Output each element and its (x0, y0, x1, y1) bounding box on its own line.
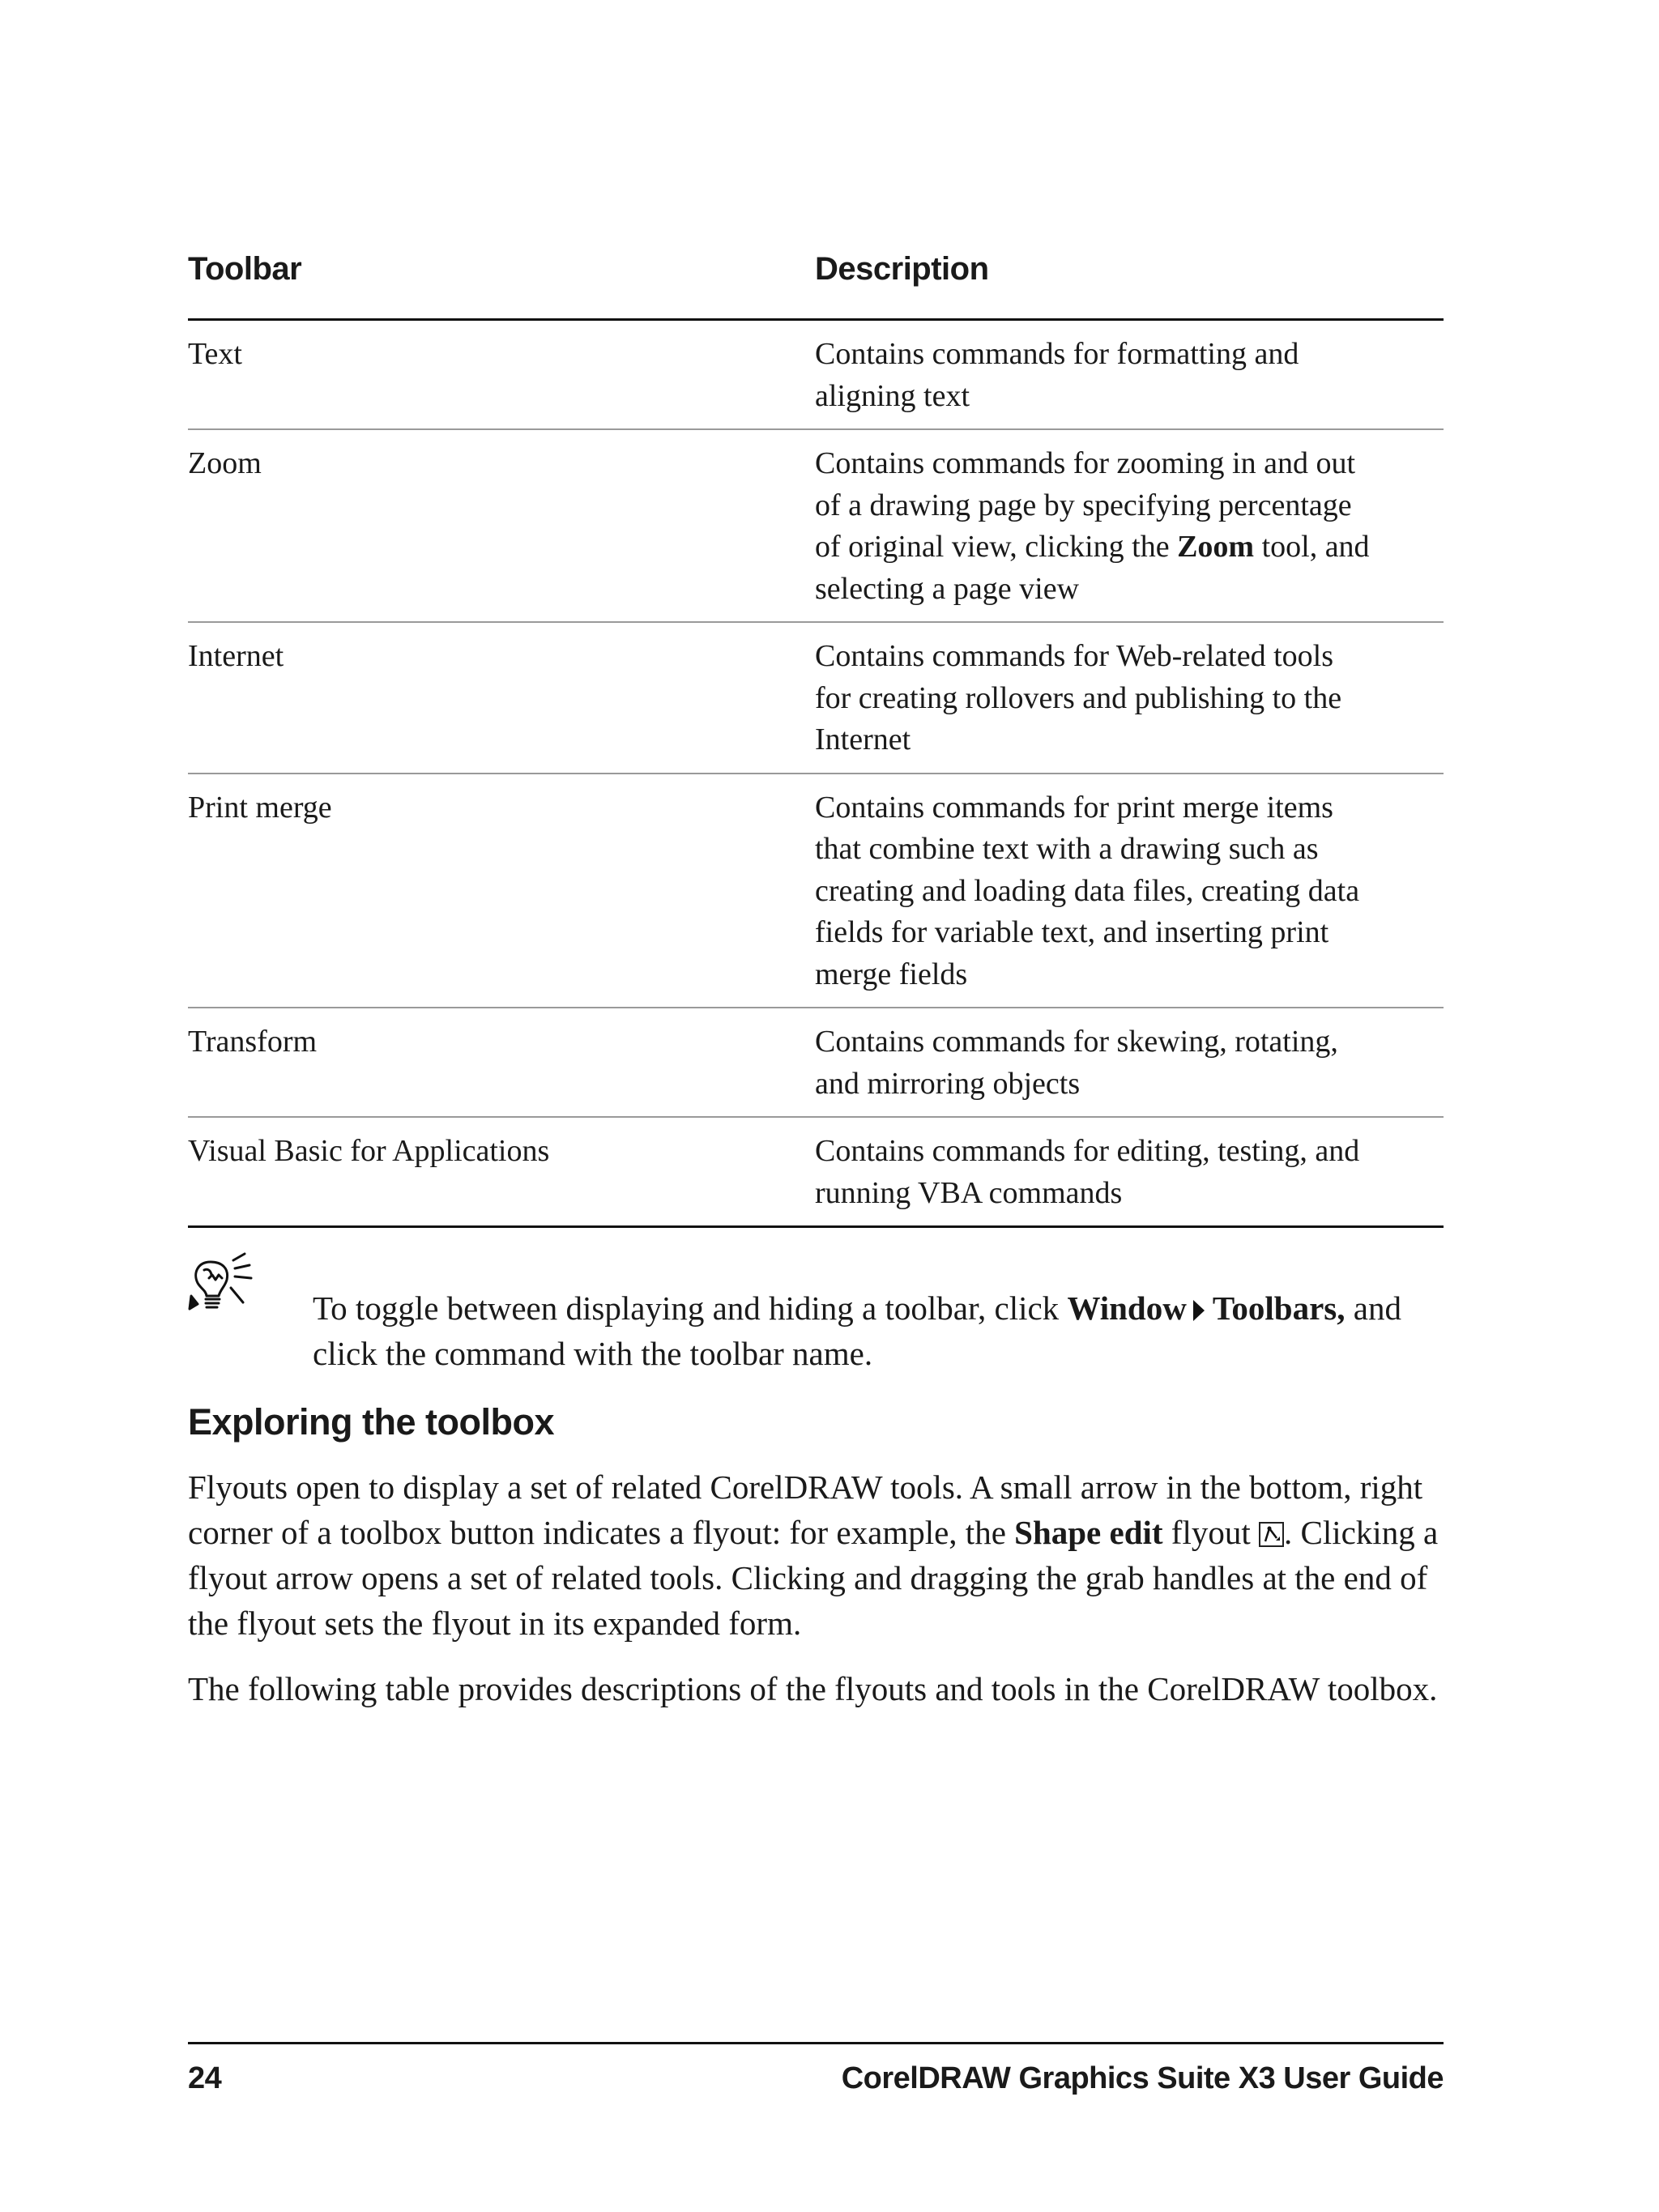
note-text-intro: To toggle between displaying and hiding a toolbar, click (313, 1289, 1068, 1327)
shape-edit-label: Shape edit (1014, 1514, 1163, 1551)
shape-edit-flyout-icon (1259, 1522, 1284, 1547)
description-text: tool, and (1254, 530, 1370, 564)
description-line: of a drawing page by specifying percentage (815, 488, 1352, 522)
toolbar-name: Internet (188, 639, 284, 673)
description-line: aligning text (815, 378, 970, 413)
toolbar-description (815, 443, 1444, 610)
description-line: for creating rollovers and publishing to the (815, 680, 1342, 715)
description-line: fields for variable text, and inserting print (815, 915, 1329, 949)
description-line (815, 526, 1444, 569)
page-number: 24 (188, 2061, 222, 2095)
book-title: CorelDRAW Graphics Suite X3 User Guide (841, 2061, 1444, 2095)
description-line: and mirroring objects (815, 1066, 1081, 1101)
table-row (188, 1118, 1444, 1228)
page-content (188, 251, 1444, 1711)
menu-arrow-icon (1193, 1300, 1205, 1321)
toolbar-table (188, 251, 1444, 1228)
table-row (188, 774, 1444, 1009)
description-line: Contains commands for formatting and (815, 337, 1299, 371)
toolbar-name: Zoom (188, 446, 262, 480)
paragraph-table-intro: The following table provides descriptions of the flyouts and tools in the CorelDRAW toolbox. (188, 1670, 1438, 1707)
note-text (313, 1285, 1455, 1376)
toolbar-name: Text (188, 337, 242, 371)
description-line: that combine text with a drawing such as (815, 832, 1319, 866)
section-title: Exploring the toolbox (188, 1401, 554, 1443)
description-line: Contains commands for print merge items (815, 790, 1333, 825)
toolbar-name: Visual Basic for Applications (188, 1134, 550, 1168)
table-row (188, 1008, 1444, 1118)
paragraph-text: flyout (1162, 1514, 1251, 1551)
header-description: Description (815, 251, 989, 287)
table-header (188, 251, 1444, 321)
description-line: Contains commands for editing, testing, and (815, 1134, 1360, 1168)
description-line: Internet (815, 722, 911, 757)
paragraph-text: . Clicking a flyout arrow opens a set of related tools. Clicking and dragging the grab handles at the end of the flyout sets the flyout in its expanded form. (188, 1514, 1439, 1642)
description-line: merge fields (815, 957, 968, 991)
description-line: creating and loading data files, creating data (815, 873, 1360, 908)
paragraph-flyouts (188, 1464, 1444, 1646)
table-row (188, 321, 1444, 430)
table-row (188, 623, 1444, 774)
toolbar-description (815, 1131, 1444, 1214)
note-text-end: and click the command with the toolbar name. (313, 1289, 1401, 1372)
footer-rule (188, 2042, 1444, 2044)
description-line: Contains commands for Web-related tools (815, 639, 1333, 673)
description-line: selecting a page view (815, 571, 1080, 606)
menu-window: Window (1067, 1289, 1187, 1327)
description-text: of original view, clicking the (815, 530, 1178, 564)
description-line: Contains commands for zooming in and out (815, 446, 1356, 480)
toolbar-description (815, 636, 1444, 761)
header-toolbar: Toolbar (188, 251, 302, 287)
toolbar-name: Print merge (188, 790, 332, 825)
menu-toolbars: Toolbars, (1212, 1289, 1346, 1327)
tip-note (188, 1228, 1444, 1382)
table-row (188, 430, 1444, 623)
paragraph-text: Flyouts open to display a set of related CorelDRAW tools. A small arrow in the bottom, right corner of a toolbox button indicates a flyout: for example, the (188, 1468, 1423, 1551)
toolbar-description (815, 787, 1444, 996)
toolbar-description (815, 334, 1444, 417)
zoom-tool-name: Zoom (1177, 530, 1255, 564)
toolbar-name: Transform (188, 1025, 318, 1059)
toolbar-description (815, 1021, 1444, 1105)
description-line: Contains commands for skewing, rotating, (815, 1025, 1338, 1059)
page-footer (188, 2058, 1444, 2099)
description-line: running VBA commands (815, 1175, 1123, 1210)
lightbulb-note-icon (186, 1251, 263, 1319)
